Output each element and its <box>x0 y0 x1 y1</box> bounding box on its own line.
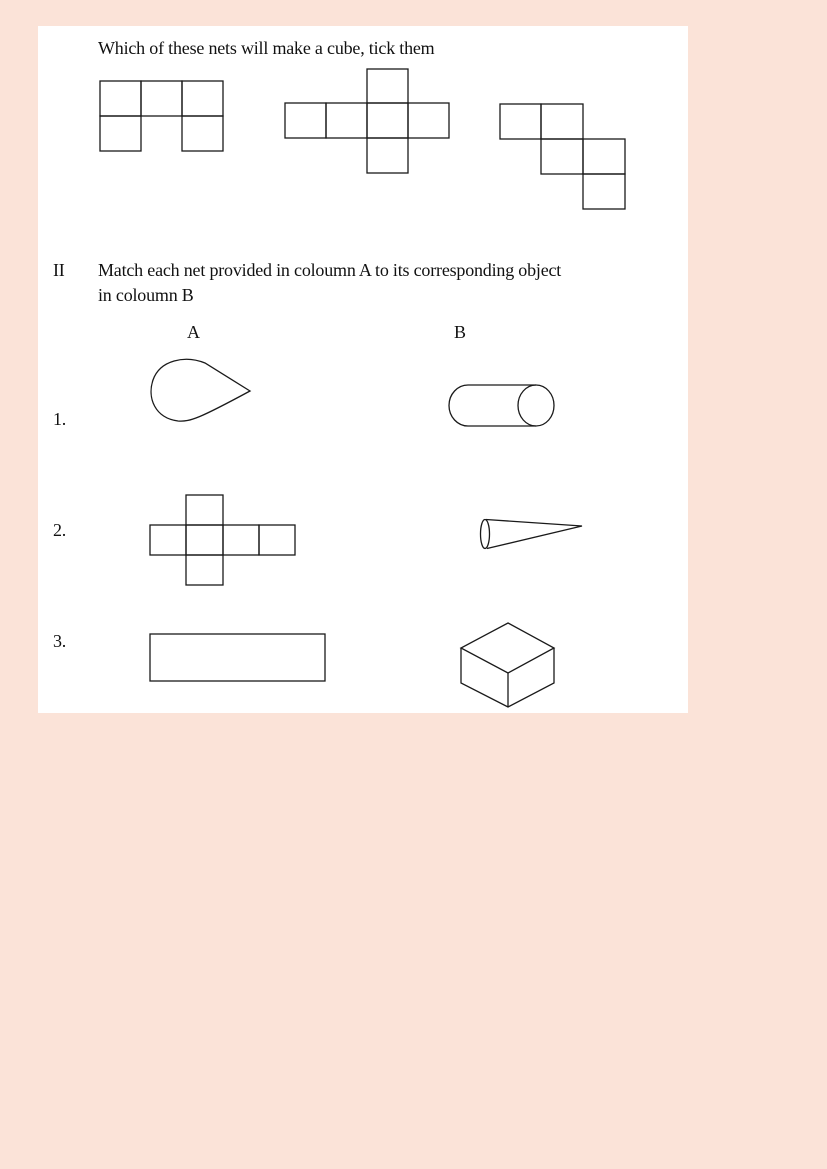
question2-prompt-line2: in coloumn B <box>98 285 194 305</box>
worksheet-page <box>38 26 688 713</box>
column-a-header: A <box>187 322 200 342</box>
question2-prompt-line1: Match each net provided in coloumn A to its corresponding object <box>98 260 562 280</box>
question1-prompt: Which of these nets will make a cube, tick them <box>98 38 435 58</box>
row-label-3: 3. <box>53 631 67 651</box>
row-label-1: 1. <box>53 409 67 429</box>
column-b-header: B <box>454 322 466 342</box>
row-label-2: 2. <box>53 520 67 540</box>
question2-number: II <box>53 260 65 280</box>
